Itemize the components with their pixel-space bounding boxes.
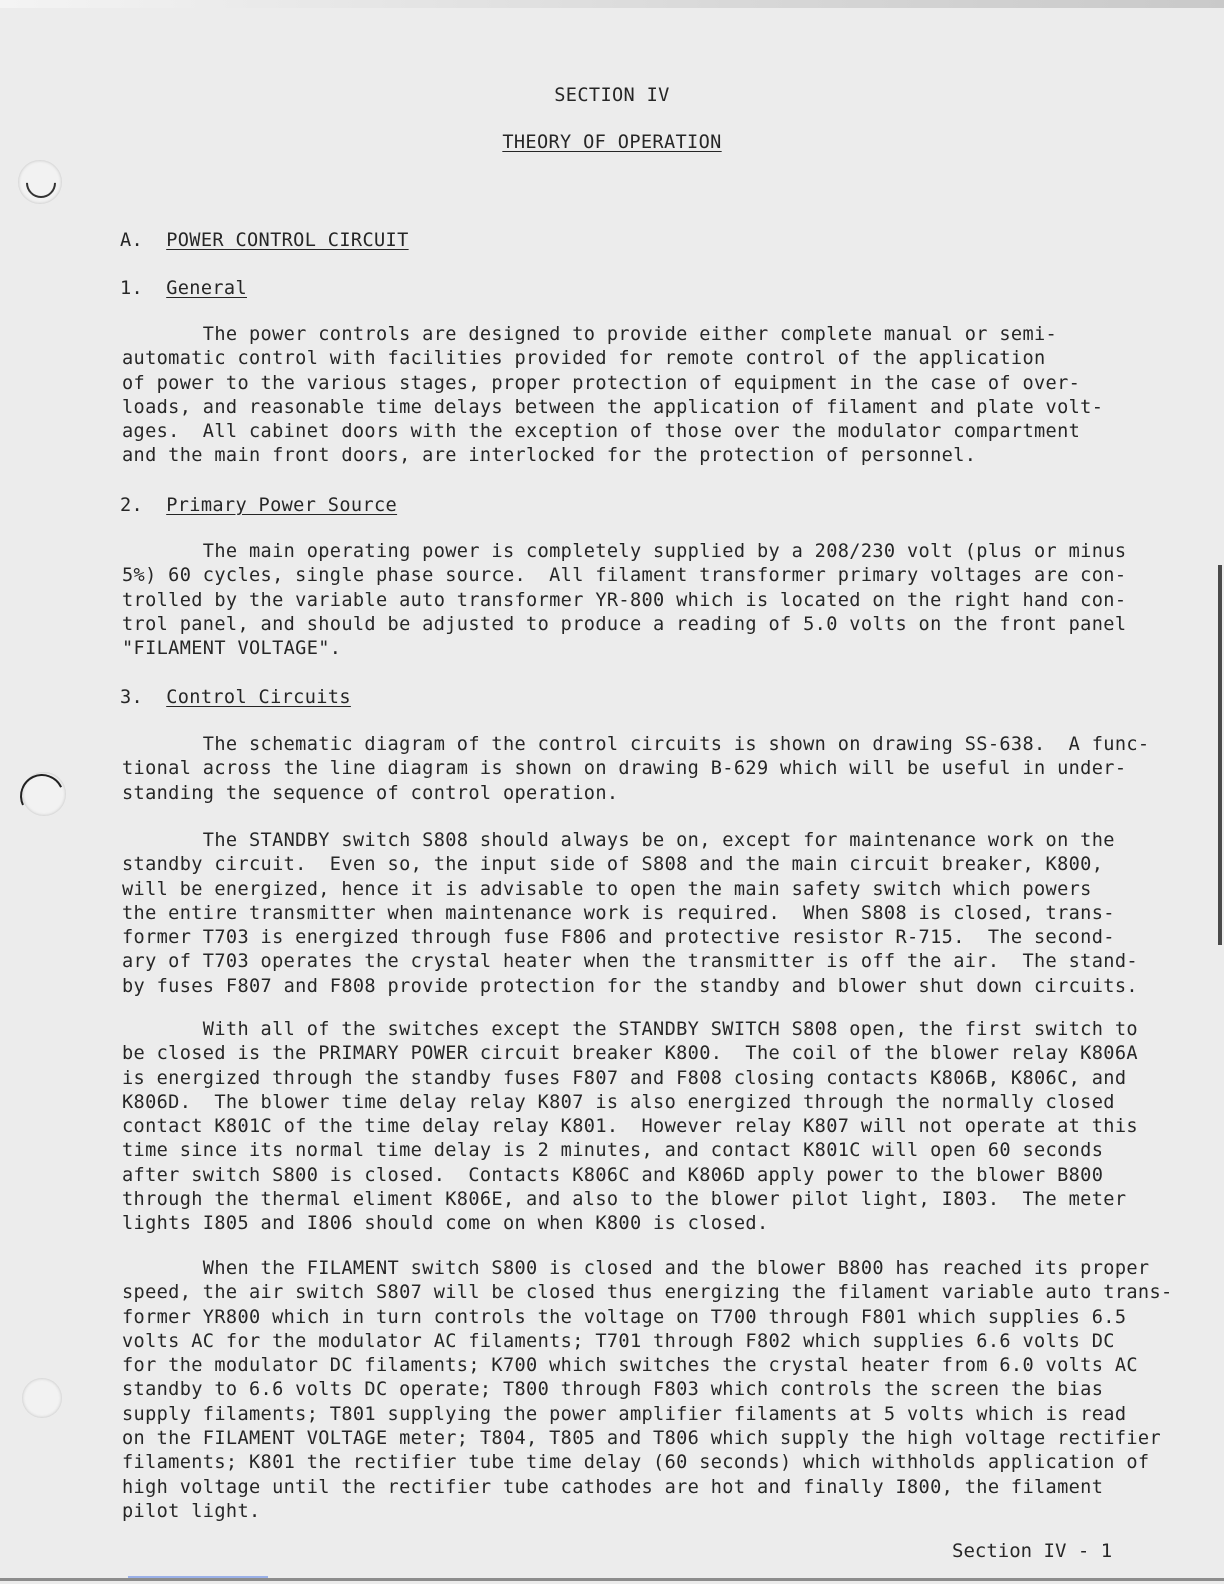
- page-title: [0, 131, 1224, 155]
- text-line: for the modulator DC filaments; K700 which switches the crystal heater from 6.0 volts AC: [122, 1355, 1138, 1377]
- text-line: and the main front doors, are interlocked for the protection of personnel.: [122, 445, 977, 467]
- subheading-1: [120, 277, 247, 301]
- power-source-paragraph: [122, 540, 1202, 661]
- text-line: be closed is the PRIMARY POWER circuit breaker K800. The coil of the blower relay K806A: [122, 1043, 1138, 1065]
- text-line: standby to 6.6 volts DC operate; T800 through F803 which controls the screen the bias: [122, 1379, 1104, 1401]
- text-line: time since its normal time delay is 2 minutes, and contact K801C will open 60 seconds: [122, 1140, 1104, 1162]
- text-line: The STANDBY switch S808 should always be on, except for maintenance work on the: [122, 830, 1115, 851]
- text-line: The schematic diagram of the control circuits is shown on drawing SS-638. A func-: [122, 734, 1150, 755]
- bottom-blue-mark: [128, 1576, 268, 1578]
- text-line: pilot light.: [122, 1500, 261, 1522]
- text-line: ary of T703 operates the crystal heater when the transmitter is off the air. The stand-: [122, 951, 1138, 973]
- text-line: standby circuit. Even so, the input side of S808 and the main circuit breaker, K800,: [122, 854, 1104, 876]
- text-line: loads, and reasonable time delays between the application of filament and plate volt-: [122, 396, 1104, 418]
- text-line: former YR800 which in turn controls the voltage on T700 through F801 which supplies 6.5: [122, 1306, 1127, 1328]
- right-edge-mark: [1218, 565, 1222, 945]
- section-heading: SECTION IV: [554, 85, 670, 106]
- general-paragraph: [122, 323, 1202, 469]
- page-footer: Section IV - 1: [952, 1540, 1113, 1562]
- text-line: on the FILAMENT VOLTAGE meter; T804, T805 and T806 which supply the high voltage rectifier: [122, 1428, 1161, 1450]
- punch-hole-bottom: [22, 1378, 62, 1418]
- text-line: is energized through the standby fuses F807 and F808 closing contacts K806B, K806C, and: [122, 1067, 1127, 1089]
- control-circuits-paragraph-3: [122, 1018, 1202, 1237]
- text-line: K806D. The blower time delay relay K807 is also energized through the normally closed: [122, 1091, 1115, 1113]
- control-circuits-paragraph-4: [122, 1257, 1202, 1524]
- text-line: contact K801C of the time delay relay K801. However relay K807 will not operate at this: [122, 1116, 1138, 1138]
- text-line: ages. All cabinet doors with the exception of those over the modulator compartment: [122, 421, 1081, 443]
- subheading-2-title: Primary Power Source: [166, 495, 398, 516]
- text-line: trol panel, and should be adjusted to produce a reading of 5.0 volts on the front panel: [122, 613, 1127, 635]
- text-line: of power to the various stages, proper protection of equipment in the case of over-: [122, 372, 1081, 394]
- text-line: through the thermal eliment K806E, and also to the blower pilot light, I803. The meter: [122, 1189, 1127, 1211]
- subheading-3-title: Control Circuits: [166, 687, 351, 708]
- subheading-3: [120, 686, 351, 710]
- heading-a: [120, 229, 409, 253]
- text-line: will be energized, hence it is advisable to open the main safety switch which powers: [122, 878, 1092, 900]
- text-line: speed, the air switch S807 will be closed thus energizing the filament variable auto trans-: [122, 1282, 1173, 1304]
- text-line: after switch S800 is closed. Contacts K806C and K806D apply power to the blower B800: [122, 1164, 1104, 1186]
- subheading-3-num: 3.: [120, 687, 144, 708]
- control-circuits-paragraph-1: [122, 733, 1202, 806]
- text-line: former T703 is energized through fuse F806 and protective resistor R-715. The second-: [122, 927, 1115, 949]
- text-line: "FILAMENT VOLTAGE".: [122, 638, 342, 660]
- top-edge: [0, 0, 1224, 8]
- text-line: filaments; K801 the rectifier tube time delay (60 seconds) which withholds application of: [122, 1452, 1150, 1474]
- text-line: by fuses F807 and F808 provide protection for the standby and blower shut down circuits.: [122, 975, 1138, 997]
- subheading-1-title: General: [166, 278, 247, 299]
- text-line: lights I805 and I806 should come on when K800 is closed.: [122, 1213, 769, 1235]
- text-line: the entire transmitter when maintenance work is required. When S808 is closed, trans-: [122, 902, 1115, 924]
- subheading-2-num: 2.: [120, 495, 144, 516]
- text-line: supply filaments; T801 supplying the power amplifier filaments at 5 volts which is read: [122, 1403, 1127, 1425]
- heading-a-title: POWER CONTROL CIRCUIT: [166, 230, 409, 251]
- text-line: high voltage until the rectifier tube cathodes are hot and finally I800, the filament: [122, 1476, 1104, 1498]
- page-title-text: THEORY OF OPERATION: [502, 132, 722, 153]
- punch-hole-middle-edge: [14, 768, 70, 824]
- text-line: The power controls are designed to provide either complete manual or semi-: [122, 324, 1058, 345]
- text-line: automatic control with facilities provided for remote control of the application: [122, 348, 1046, 370]
- subheading-2: [120, 494, 397, 518]
- bottom-edge: [0, 1578, 1224, 1581]
- text-line: standing the sequence of control operation.: [122, 782, 619, 804]
- control-circuits-paragraph-2: [122, 829, 1202, 999]
- text-line: When the FILAMENT switch S800 is closed and the blower B800 has reached its proper: [122, 1258, 1150, 1279]
- text-line: 5%) 60 cycles, single phase source. All filament transformer primary voltages are con-: [122, 565, 1127, 587]
- text-line: With all of the switches except the STANDBY SWITCH S808 open, the first switch to: [122, 1019, 1138, 1040]
- text-line: volts AC for the modulator AC filaments; T701 through F802 which supplies 6.6 volts DC: [122, 1330, 1115, 1352]
- text-line: The main operating power is completely supplied by a 208/230 volt (plus or minus: [122, 541, 1127, 562]
- subheading-1-num: 1.: [120, 278, 144, 299]
- text-line: tional across the line diagram is shown on drawing B-629 which will be useful in under-: [122, 758, 1127, 780]
- heading-a-label: A.: [120, 230, 144, 251]
- text-line: trolled by the variable auto transformer YR-800 which is located on the right hand con-: [122, 589, 1127, 611]
